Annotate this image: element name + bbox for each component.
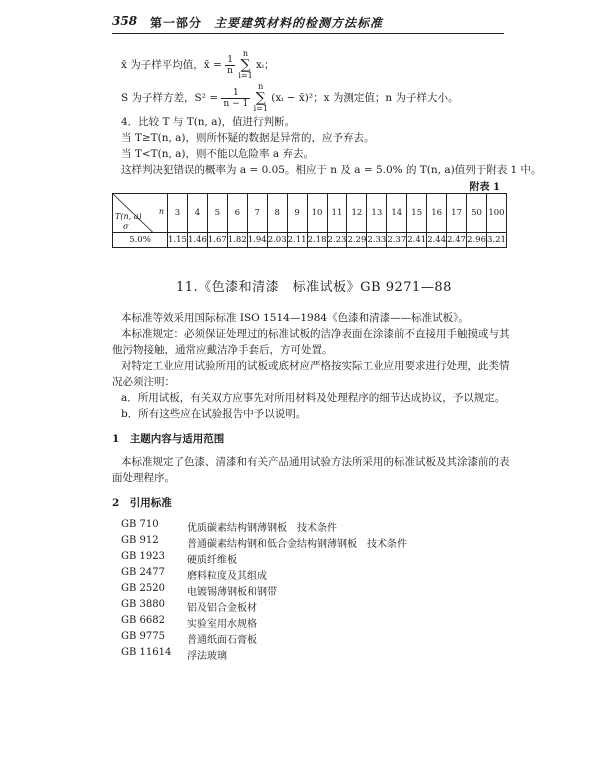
page-number: 358	[112, 14, 138, 28]
n-value-cell: 100	[487, 194, 507, 233]
rule-lt: 当 T<T(n, a)，则不能以危险率 a 弃去。	[121, 148, 314, 160]
t-value-cell: 2.03	[267, 233, 287, 248]
t-value-cell: 2.23	[327, 233, 347, 248]
table-corner-cell	[113, 194, 168, 233]
t-value-cell: 2.37	[387, 233, 407, 248]
running-header	[112, 14, 502, 32]
paragraph-3-line-1: 对特定工业应用试验所用的试板或底材应严格按实际工业应用要求进行处理，此类情	[121, 360, 510, 372]
rule-ge: 当 T≥T(n, a)，则所怀疑的数据是异常的，应予弃去。	[121, 132, 375, 144]
paragraph-1: 本标准等效采用国际标准 ISO 1514—1984《色漆和清漆——标准试板》。	[121, 312, 469, 324]
attached-table-1	[112, 193, 507, 248]
t-value-cell: 3.21	[487, 233, 507, 248]
mean-formula	[121, 50, 275, 80]
t-value-cell: 2.18	[307, 233, 327, 248]
t-value-cell: 2.41	[407, 233, 427, 248]
corner-top-right: n	[158, 207, 164, 216]
n-value-cell: 14	[387, 194, 407, 233]
reference-name: 磨料粒度及其组成	[187, 571, 267, 582]
reference-code: GB 1923	[121, 551, 165, 562]
var-prefix: S 为子样方差，S² =	[121, 92, 219, 104]
reference-code: GB 2477	[121, 567, 165, 578]
reference-name: 硬质纤维板	[187, 555, 237, 566]
n-value-cell: 13	[367, 194, 387, 233]
reference-name: 优质碳素结构钢薄钢板 技术条件	[187, 523, 337, 534]
mean-sum-top: n	[242, 49, 249, 58]
paragraph-2-line-1: 本标准规定：必须保证处理过的标准试板的洁净表面在涂漆前不直接用手触摸或与其	[121, 328, 510, 340]
reference-code: GB 912	[121, 535, 159, 546]
mean-frac-den: n	[227, 65, 233, 76]
reference-code: GB 3880	[121, 599, 165, 610]
table-caption: 附表 1	[469, 182, 500, 193]
t-value-cell: 1.67	[207, 233, 227, 248]
n-value-cell: 15	[407, 194, 427, 233]
step-4: 4．比较 T 与 T(n, a)，值进行判断。	[121, 116, 296, 128]
n-value-cell: 9	[287, 194, 307, 233]
t-value-cell: 2.11	[287, 233, 307, 248]
mean-prefix: x̄ 为子样平均值，x̄ =	[121, 59, 222, 71]
mean-sum-bottom: i=1	[238, 71, 253, 80]
reference-name: 铝及铝合金板材	[187, 603, 257, 614]
t-value-cell: 1.15	[168, 233, 188, 248]
reference-name: 浮法玻璃	[187, 651, 227, 662]
t-value-cell: 2.33	[367, 233, 387, 248]
mean-frac-num: 1	[225, 55, 235, 66]
var-sum	[254, 83, 268, 113]
var-suffix: (xᵢ − x̄)²；x 为测定值；n 为子样大小。	[271, 92, 459, 104]
reference-code: GB 2520	[121, 583, 165, 594]
reference-name: 普通碳素结构钢和低合金结构钢薄钢板 技术条件	[187, 539, 407, 550]
var-sum-top: n	[258, 82, 264, 91]
heading-1: 1 主题内容与适用范围	[112, 433, 225, 445]
reference-code: GB 6682	[121, 615, 165, 626]
n-value-cell: 17	[447, 194, 467, 233]
item-a: a．所用试板，有关双方应事先对所用材料及处理程序的细节达成协议，予以规定。	[121, 392, 506, 404]
n-value-cell: 50	[467, 194, 487, 233]
n-value-cell: 7	[247, 194, 267, 233]
n-value-cell: 10	[307, 194, 327, 233]
n-value-cell: 16	[427, 194, 447, 233]
header-rule	[112, 33, 504, 34]
corner-top-left: T(n, a)	[115, 212, 142, 221]
row-label: 5.0%	[113, 233, 168, 248]
paragraph-3-line-2: 况必须注明：	[112, 376, 175, 388]
diagonal-header	[113, 194, 167, 232]
n-value-cell: 6	[227, 194, 247, 233]
t-value-cell: 2.29	[347, 233, 367, 248]
n-value-cell: 4	[187, 194, 207, 233]
heading-1-body-line-2: 面处理程序。	[112, 472, 175, 484]
reference-code: GB 9775	[121, 631, 165, 642]
sigma-icon: ∑	[240, 57, 251, 73]
mean-sum	[238, 50, 252, 80]
reference-name: 电镀锡薄钢板和钢带	[187, 587, 277, 598]
t-value-cell: 1.94	[247, 233, 267, 248]
reference-code: GB 710	[121, 519, 159, 530]
reference-name: 普通纸面石膏板	[187, 635, 257, 646]
t-value-cell: 1.46	[187, 233, 207, 248]
t-value-cell: 1.82	[227, 233, 247, 248]
var-frac-num: 1	[221, 88, 250, 99]
t-value-cell: 2.44	[427, 233, 447, 248]
variance-formula	[121, 83, 458, 113]
n-value-cell: 12	[347, 194, 367, 233]
n-value-cell: 11	[327, 194, 347, 233]
reference-code: GB 11614	[121, 647, 172, 658]
section-title: 11.《色漆和清漆 标准试板》GB 9271—88	[176, 280, 452, 295]
n-value-cell: 5	[207, 194, 227, 233]
part-label: 第一部分	[150, 16, 203, 30]
sigma-icon: ∑	[255, 90, 266, 106]
table-value-row	[113, 233, 507, 248]
mean-suffix: xᵢ；	[256, 59, 275, 71]
item-b: b．所有这些应在试验报告中予以说明。	[121, 408, 307, 420]
paragraph-2-line-2: 他污物接触，通常应戴洁净手套后，方可处置。	[112, 344, 333, 356]
heading-2: 2 引用标准	[112, 497, 172, 509]
t-value-cell: 2.96	[467, 233, 487, 248]
heading-1-body-line-1: 本标准规定了色漆、清漆和有关产品通用试验方法所采用的标准试板及其涂漆前的表	[121, 456, 510, 468]
n-value-cell: 3	[168, 194, 188, 233]
var-frac-den: n − 1	[223, 98, 249, 109]
var-sum-bottom: i=1	[253, 104, 268, 113]
n-value-cell: 8	[267, 194, 287, 233]
probability-line: 这样判决犯错误的概率为 a = 0.05。相应于 n 及 a = 5.0% 的 T(n, a)值列于附表 1 中。	[121, 164, 542, 176]
corner-bottom-left: σ	[123, 222, 129, 231]
t-value-cell: 2.47	[447, 233, 467, 248]
part-title: 主要建筑材料的检测方法标准	[214, 16, 384, 30]
mean-fraction	[225, 55, 235, 76]
reference-name: 实验室用水规格	[187, 619, 257, 630]
var-fraction	[221, 88, 250, 109]
